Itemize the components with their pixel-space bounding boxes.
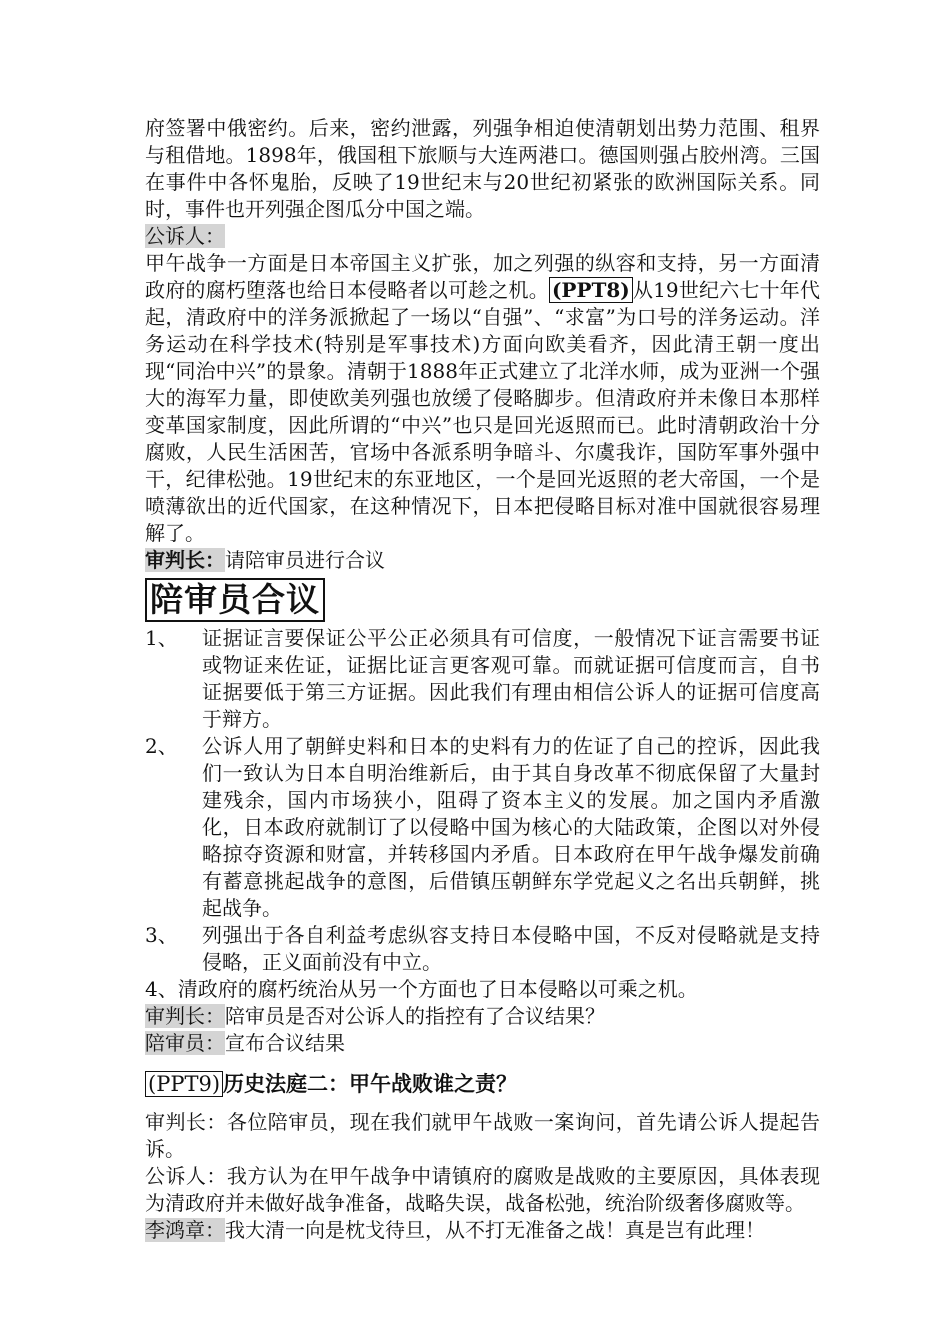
judge-text-1: 请陪审员进行合议 [225,548,385,572]
paragraph-prosecutor-part1: 甲午战争一方面是日本帝国主义扩张，加之列强的纵容和支持，另一方面清政府的腐朽堕落也给日本侵略者以可趁之机。 [145,251,820,302]
list-item-number: 2、 [145,734,178,758]
paragraph-prosecutor-part2: 从19世纪六七十年代起，清政府中的洋务派掀起了一场以“自强”、“求富”为口号的洋务运动。洋务运动在科学技术(特别是军事技术)方面向欧美看齐，因此清王朝一度出现“同治中兴”的景象。清朝于1888年正式建立了北洋水师，成为亚洲一个强大的海军力量，即使欧美列强也放缓了侵略脚步。但清政府并未像日本那样变革国家制度，因此所谓的“中兴”也只是回光返照而已。此时清朝政治十分腐败，人民生活困苦，官场中各派系明争暗斗、尔虞我诈，国防军事外强中干，纪律松弛。19世纪末的东亚地区，一个是回光返照的老大帝国，一个是喷薄欲出的近代国家，在这种情况下，日本把侵略目标对准中国就很容易理解了。 [145,278,821,545]
list-item [145,922,820,976]
list-item-text: 公诉人用了朝鲜史料和日本的史料有力的佐证了自己的控诉，因此我们一致认为日本自明治维新后，由于其自身改革不彻底保留了大量封建残余，国内市场狭小，阻碍了资本主义的发展。加之国内矛盾激化，日本政府就制订了以侵略中国为核心的大陆政策，企图以对外侵略掠夺资源和财富，并转移国内矛盾。日本政府在甲午战争爆发前确有蓄意挑起战争的意图，后借镇压朝鲜东学党起义之名出兵朝鲜，挑起战争。 [202,734,820,920]
lihongzhang-line [145,1217,820,1244]
list-item-number: 3、 [145,923,178,947]
judge-line-3: 审判长：各位陪审员，现在我们就甲午战败一案询问，首先请公诉人提起告诉。 [145,1110,820,1161]
jury-list [145,625,820,976]
court-two-title: 历史法庭二：甲午战败谁之责？ [223,1071,518,1096]
prosecutor-heading [145,223,820,250]
list-item-text: 证据证言要保证公平公正必须具有可信度，一般情况下证言需要书证或物证来佐证，证据比证言更客观可靠。而就证据可信度而言，自书证据要低于第三方证据。因此我们有理由相信公诉人的证据可信度高于辩方。 [202,626,820,731]
list-item [145,733,820,922]
paragraph-intro: 府签署中俄密约。后来，密约泄露，列强争相迫使清朝划出势力范围、租界与租借地。1898年，俄国租下旅顺与大连两港口。德国则强占胶州湾。三国在事件中各怀鬼胎，反映了19世纪末与20世纪初紧张的欧洲国际关系。同时，事件也开列强企图瓜分中国之端。 [145,116,820,221]
lihongzhang-text: 我大清一向是枕戈待旦，从不打无准备之战！真是岂有此理！ [225,1218,765,1242]
judge-label-2: 审判长： [145,1004,225,1028]
prosecutor-line-2: 公诉人：我方认为在甲午战争中请镇府的腐败是战败的主要原因，具体表现为清政府并未做好战争准备，战略失误，战备松弛，统治阶级奢侈腐败等。 [145,1164,820,1215]
judge-line-1 [145,547,820,574]
list-item [145,625,820,733]
list-item-text: 列强出于各自利益考虑纵容支持日本侵略中国，不反对侵略就是支持侵略，正义面前没有中立。 [202,923,820,974]
ppt8-marker: (PPT8) [549,277,633,303]
list-item-4: 4、清政府的腐朽统治从另一个方面也了日本侵略以可乘之机。 [145,977,698,1001]
juror-text: 宣布合议结果 [225,1031,345,1055]
paragraph-prosecutor [145,250,820,547]
ppt9-marker: (PPT9) [145,1071,223,1097]
judge-label-1: 审判长： [145,548,225,572]
juror-line [145,1030,820,1057]
court-two-heading [145,1069,820,1099]
jury-heading: 陪审员合议 [145,578,325,622]
juror-label: 陪审员： [145,1031,225,1055]
prosecutor-label: 公诉人： [145,224,225,248]
judge-line-2 [145,1003,820,1030]
document-page [145,115,820,1244]
list-item-number: 1、 [145,626,178,650]
lihongzhang-label: 李鸿章： [145,1218,225,1242]
judge-text-2: 陪审员是否对公诉人的指控有了合议结果？ [225,1004,605,1028]
